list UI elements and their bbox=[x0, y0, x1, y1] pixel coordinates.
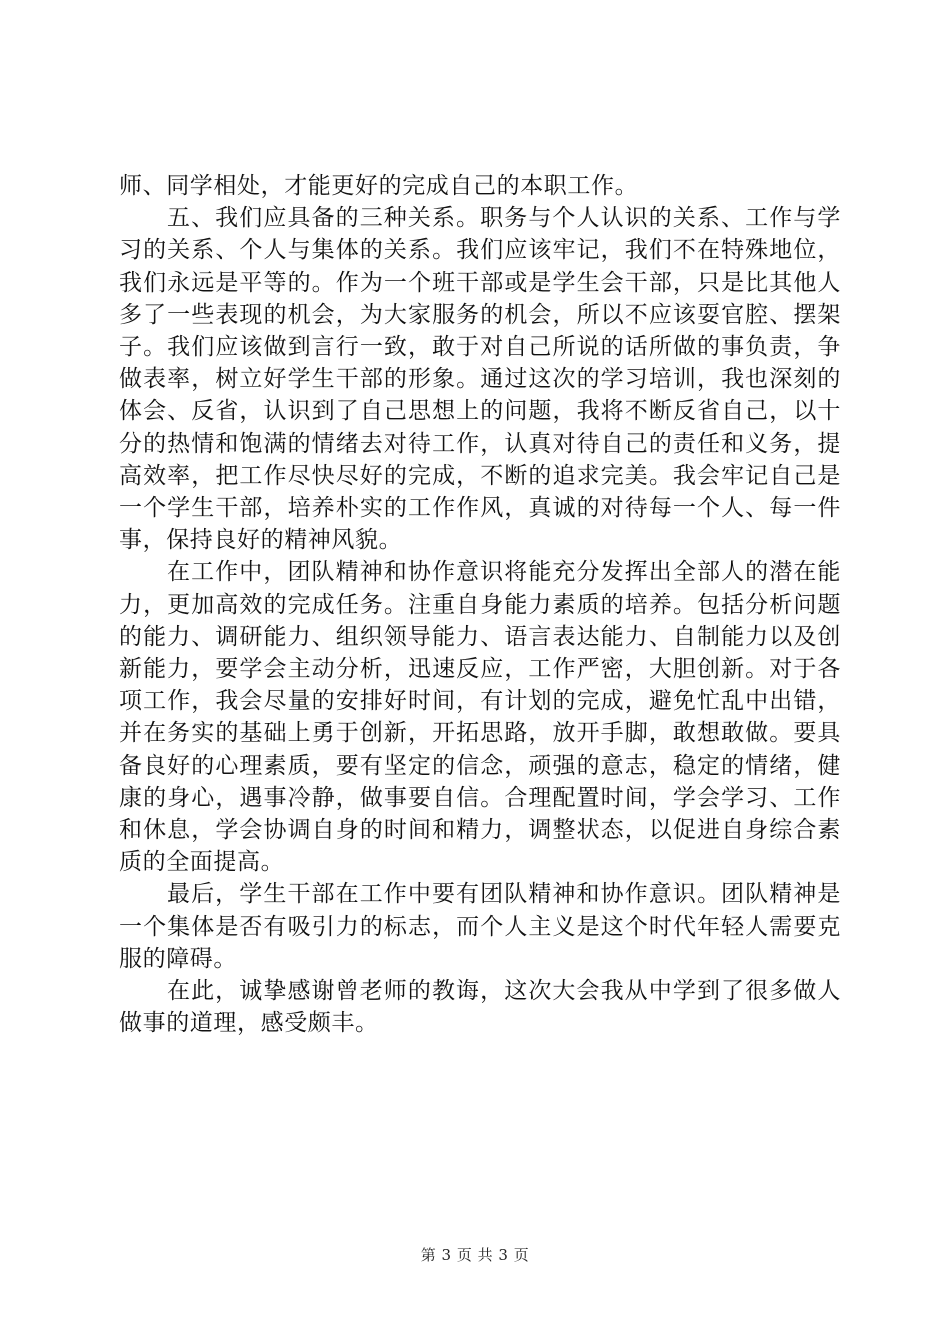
paragraph-three-relations: 五、我们应具备的三种关系。职务与个人认识的关系、工作与学习的关系、个人与集体的关系。我们应该牢记，我们不在特殊地位，我们永远是平等的。作为一个班干部或是学生会干部，只是比其他人多了一些表现的机会，为大家服务的机会，所以不应该耍官腔、摆架子。我们应该做到言行一致，敢于对自己所说的话所做的事负责，争做表率，树立好学生干部的形象。通过这次的学习培训，我也深刻的体会、反省，认识到了自己思想上的问题，我将不断反省自己，以十分的热情和饱满的情绪去对待工作，认真对待自己的责任和义务，提高效率，把工作尽快尽好的完成，不断的追求完美。我会牢记自己是一个学生干部，培养朴实的工作作风，真诚的对待每一个人、每一件事，保持良好的精神风貌。 bbox=[119, 205, 841, 554]
paragraph-finally: 最后，学生干部在工作中要有团队精神和协作意识。团队精神是一个集体是否有吸引力的标志，而个人主义是这个时代年轻人需要克服的障碍。 bbox=[119, 881, 841, 972]
document-body bbox=[119, 170, 841, 1039]
paragraph-thanks: 在此，诚挚感谢曾老师的教诲，这次大会我从中学到了很多做人做事的道理，感受颇丰。 bbox=[119, 978, 841, 1037]
paragraph-continuation: 师、同学相处，才能更好的完成自己的本职工作。 bbox=[119, 173, 639, 199]
paragraph-teamwork: 在工作中，团队精神和协作意识将能充分发挥出全部人的潜在能力，更加高效的完成任务。注重自身能力素质的培养。包括分析问题的能力、调研能力、组织领导能力、语言表达能力、自制能力以及创新能力，要学会主动分析，迅速反应，工作严密，大胆创新。对于各项工作，我会尽量的安排好时间，有计划的完成，避免忙乱中出错，并在务实的基础上勇于创新，开拓思路，放开手脚，敢想敢做。要具备良好的心理素质，要有坚定的信念，顽强的意志，稳定的情绪，健康的身心，遇事冷静，做事要自信。合理配置时间，学会学习、工作和休息，学会协调自身的时间和精力，调整状态，以促进自身综合素质的全面提高。 bbox=[119, 559, 841, 876]
page-number-footer: 第 3 页 共 3 页 bbox=[420, 1246, 530, 1264]
